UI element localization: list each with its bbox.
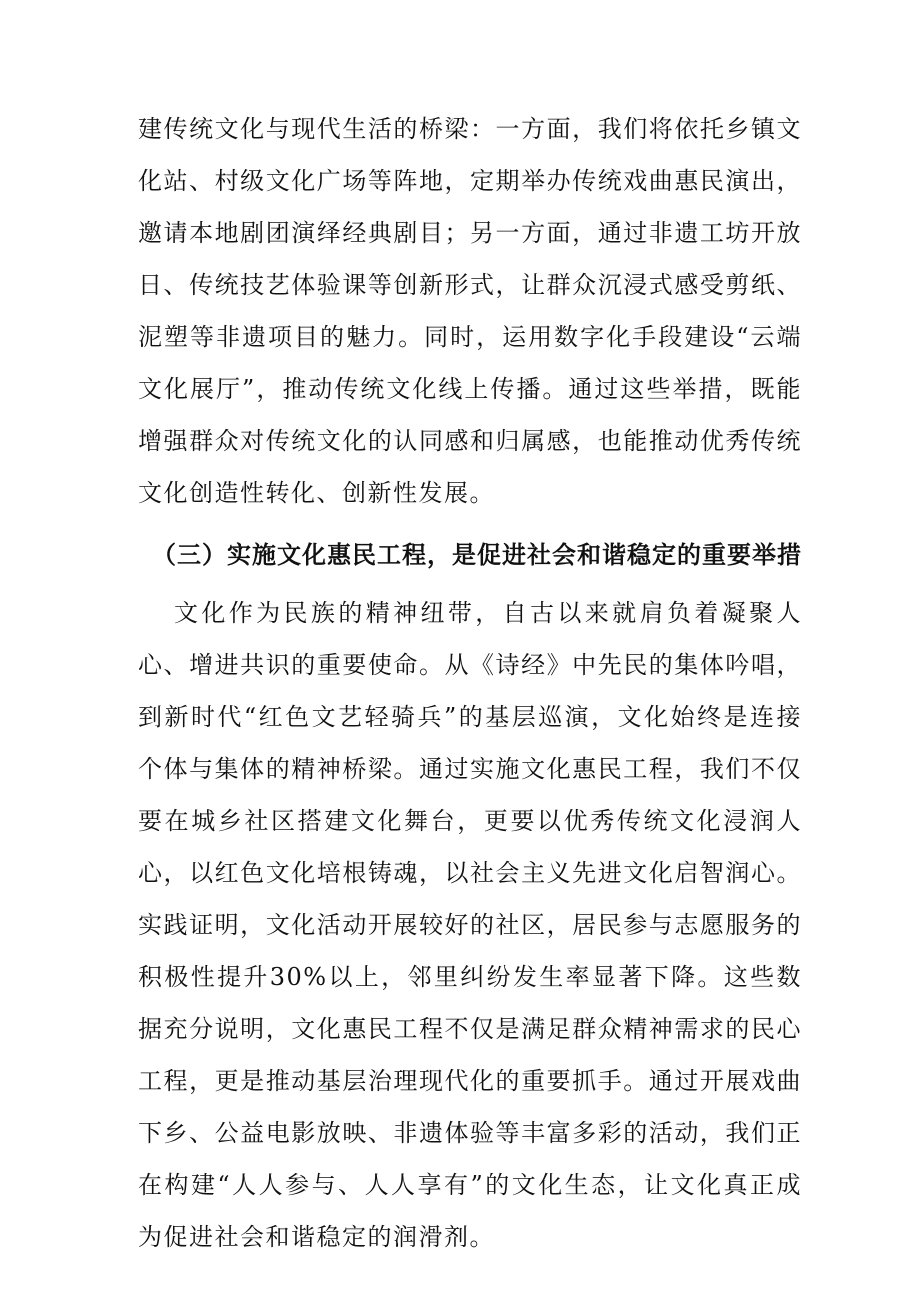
body-paragraph-continuation: 建传统文化与现代生活的桥梁：一方面，我们将依托乡镇文化站、村级文化广场等阵地，定期举办传统戏曲惠民演出，邀请本地剧团演绎经典剧目；另一方面，通过非遗工坊开放日、传统技艺体验课等创新形式，让群众沉浸式感受剪纸、泥塑等非遗项目的魅力。同时，运用数字化手段建设“云端文化展厅”，推动传统文化线上传播。通过这些举措，既能增强群众对传统文化的认同感和归属感，也能推动优秀传统文化创造性转化、创新性发展。	[138, 115, 802, 507]
section-heading-3: （三）实施文化惠民工程，是促进社会和谐稳定的重要举措	[152, 540, 802, 569]
document-page	[138, 103, 802, 1263]
body-paragraph-section-3: 文化作为民族的精神纽带，自古以来就肩负着凝聚人心、增进共识的重要使命。从《诗经》中先民的集体吟唱，到新时代“红色文艺轻骑兵”的基层巡演，文化始终是连接个体与集体的精神桥梁。通过实施文化惠民工程，我们不仅要在城乡社区搭建文化舞台，更要以优秀传统文化浸润人心，以红色文化培根铸魂，以社会主义先进文化启智润心。实践证明，文化活动开展较好的社区，居民参与志愿服务的积极性提升30%以上，邻里纠纷发生率显著下降。这些数据充分说明，文化惠民工程不仅是满足群众精神需求的民心工程，更是推动基层治理现代化的重要抓手。通过开展戏曲下乡、公益电影放映、非遗体验等丰富多彩的活动，我们正在构建“人人参与、人人享有”的文化生态，让文化真正成为促进社会和谐稳定的润滑剂。	[138, 599, 802, 1251]
